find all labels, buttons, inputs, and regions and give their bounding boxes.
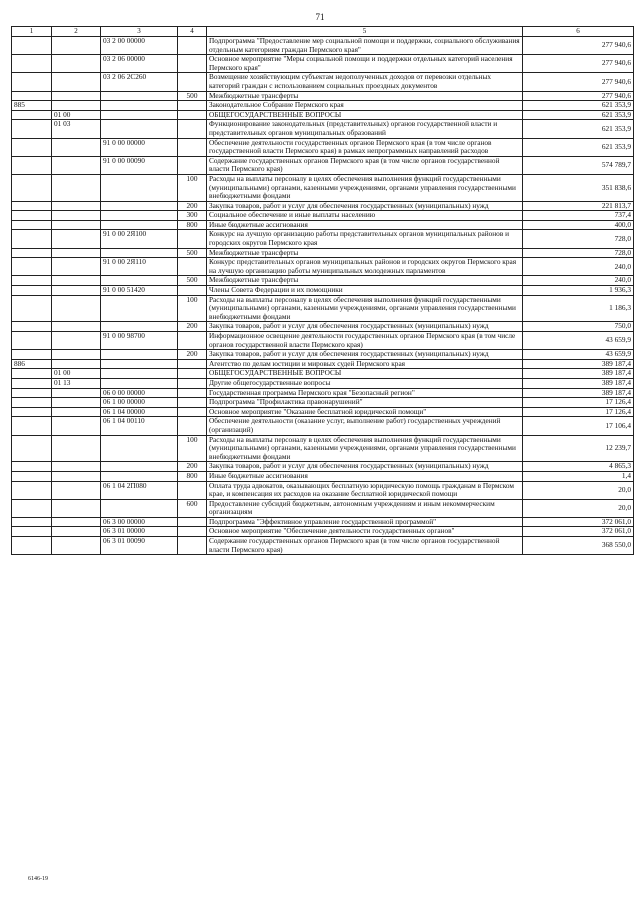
expense-type-cell: [178, 37, 207, 55]
table-row: [12, 120, 634, 138]
target-article-cell: [101, 499, 178, 517]
expense-type-cell: 200: [178, 350, 207, 360]
expense-type-cell: 200: [178, 322, 207, 332]
section-code-cell: [52, 350, 101, 360]
target-article-cell: 06 3 01 00000: [101, 527, 178, 537]
item-name-cell: Основное мероприятие "Оказание бесплатной юридической помощи": [207, 407, 523, 417]
item-name-cell: Расходы на выплаты персоналу в целях обеспечения выполнения функций государственными (муниципальными) органами, казенными учреждениями, органами управления государственными внебюджетными фондами: [207, 295, 523, 322]
target-article-cell: [101, 120, 178, 138]
table-body: [12, 37, 634, 555]
table-row: [12, 332, 634, 350]
section-code-cell: [52, 332, 101, 350]
owner-code-cell: 885: [12, 101, 52, 111]
amount-cell: 728,0: [523, 230, 634, 248]
section-code-cell: [52, 388, 101, 398]
item-name-cell: ОБЩЕГОСУДАРСТВЕННЫЕ ВОПРОСЫ: [207, 369, 523, 379]
column-header-6: 6: [523, 27, 634, 37]
item-name-cell: Содержание государственных органов Пермского края (в том числе органов государственной власти Пермского края): [207, 537, 523, 555]
expense-type-cell: 100: [178, 435, 207, 462]
target-article-cell: 06 3 01 00090: [101, 537, 178, 555]
section-code-cell: [52, 398, 101, 408]
owner-code-cell: [12, 248, 52, 258]
amount-cell: 20,0: [523, 481, 634, 499]
table-row: [12, 211, 634, 221]
target-article-cell: [101, 201, 178, 211]
target-article-cell: 06 3 00 00000: [101, 517, 178, 527]
section-code-cell: [52, 295, 101, 322]
budget-table: [11, 26, 634, 555]
item-name-cell: Закупка товаров, работ и услуг для обеспечения государственных (муниципальных) нужд: [207, 462, 523, 472]
target-article-cell: [101, 211, 178, 221]
expense-type-cell: 300: [178, 211, 207, 221]
owner-code-cell: [12, 435, 52, 462]
expense-type-cell: 800: [178, 220, 207, 230]
target-article-cell: [101, 91, 178, 101]
table-row: [12, 37, 634, 55]
owner-code-cell: [12, 369, 52, 379]
section-code-cell: [52, 258, 101, 276]
item-name-cell: Государственная программа Пермского края "Безопасный регион": [207, 388, 523, 398]
section-code-cell: [52, 37, 101, 55]
section-code-cell: 01 00: [52, 110, 101, 120]
item-name-cell: Подпрограмма "Эффективное управление государственной программой": [207, 517, 523, 527]
expense-type-cell: [178, 417, 207, 435]
section-code-cell: [52, 359, 101, 369]
amount-cell: 750,0: [523, 322, 634, 332]
item-name-cell: Иные бюджетные ассигнования: [207, 220, 523, 230]
owner-code-cell: [12, 73, 52, 91]
item-name-cell: Расходы на выплаты персоналу в целях обеспечения выполнения функций государственными (муниципальными) органами, казенными учреждениями, органами управления государственными внебюджетными фондами: [207, 174, 523, 201]
amount-cell: 728,0: [523, 248, 634, 258]
expense-type-cell: 100: [178, 174, 207, 201]
item-name-cell: Закупка товаров, работ и услуг для обеспечения государственных (муниципальных) нужд: [207, 322, 523, 332]
item-name-cell: Конкурс на лучшую организацию работы представительных органов муниципальных районов и городских округов Пермского края: [207, 230, 523, 248]
table-row: [12, 322, 634, 332]
table-row: [12, 286, 634, 296]
item-name-cell: Межбюджетные трансферты: [207, 276, 523, 286]
target-article-cell: [101, 101, 178, 111]
expense-type-cell: [178, 407, 207, 417]
owner-code-cell: [12, 138, 52, 156]
item-name-cell: Агентство по делам юстиции и мировых судей Пермского края: [207, 359, 523, 369]
amount-cell: 17 106,4: [523, 417, 634, 435]
owner-code-cell: [12, 398, 52, 408]
target-article-cell: 03 2 06 2С260: [101, 73, 178, 91]
target-article-cell: 91 0 00 00000: [101, 138, 178, 156]
expense-type-cell: [178, 332, 207, 350]
amount-cell: 621 353,9: [523, 138, 634, 156]
expense-type-cell: [178, 388, 207, 398]
expense-type-cell: 500: [178, 276, 207, 286]
target-article-cell: 91 0 00 2Я100: [101, 230, 178, 248]
expense-type-cell: 800: [178, 471, 207, 481]
table-header-row: [12, 27, 634, 37]
target-article-cell: 91 0 00 51420: [101, 286, 178, 296]
amount-cell: 1 186,3: [523, 295, 634, 322]
target-article-cell: 06 1 04 00110: [101, 417, 178, 435]
owner-code-cell: [12, 388, 52, 398]
table-row: [12, 174, 634, 201]
target-article-cell: [101, 359, 178, 369]
expense-type-cell: [178, 110, 207, 120]
target-article-cell: [101, 220, 178, 230]
table-row: [12, 110, 634, 120]
owner-code-cell: [12, 417, 52, 435]
amount-cell: 17 126,4: [523, 407, 634, 417]
amount-cell: 621 353,9: [523, 120, 634, 138]
section-code-cell: [52, 517, 101, 527]
expense-type-cell: [178, 101, 207, 111]
target-article-cell: 06 1 04 00000: [101, 407, 178, 417]
section-code-cell: [52, 73, 101, 91]
owner-code-cell: [12, 110, 52, 120]
page-number: 71: [315, 12, 325, 22]
owner-code-cell: [12, 527, 52, 537]
owner-code-cell: [12, 37, 52, 55]
target-article-cell: [101, 110, 178, 120]
amount-cell: 240,0: [523, 276, 634, 286]
expense-type-cell: 600: [178, 499, 207, 517]
expense-type-cell: [178, 517, 207, 527]
section-code-cell: [52, 276, 101, 286]
table-row: [12, 398, 634, 408]
table-row: [12, 156, 634, 174]
section-code-cell: [52, 230, 101, 248]
column-header-3: 3: [101, 27, 178, 37]
section-code-cell: [52, 499, 101, 517]
item-name-cell: Межбюджетные трансферты: [207, 248, 523, 258]
amount-cell: 389 187,4: [523, 369, 634, 379]
item-name-cell: Иные бюджетные ассигнования: [207, 471, 523, 481]
item-name-cell: Основное мероприятие "Обеспечение деятельности государственных органов": [207, 527, 523, 537]
owner-code-cell: [12, 220, 52, 230]
amount-cell: 737,4: [523, 211, 634, 221]
owner-code-cell: [12, 499, 52, 517]
expense-type-cell: [178, 398, 207, 408]
table-row: [12, 517, 634, 527]
target-article-cell: [101, 276, 178, 286]
section-code-cell: 01 00: [52, 369, 101, 379]
table-row: [12, 101, 634, 111]
amount-cell: 1,4: [523, 471, 634, 481]
section-code-cell: [52, 55, 101, 73]
item-name-cell: Конкурс представительных органов муниципальных районов и городских округов Пермского края на лучшую организацию работы муниципальных молодежных парламентов: [207, 258, 523, 276]
owner-code-cell: [12, 295, 52, 322]
expense-type-cell: [178, 138, 207, 156]
target-article-cell: [101, 350, 178, 360]
owner-code-cell: [12, 462, 52, 472]
owner-code-cell: [12, 517, 52, 527]
table-row: [12, 462, 634, 472]
table-row: [12, 378, 634, 388]
expense-type-cell: [178, 537, 207, 555]
amount-cell: 389 187,4: [523, 359, 634, 369]
item-name-cell: Подпрограмма "Предоставление мер социальной помощи и поддержки, социального обслуживания отдельным категориям граждан Пермского края": [207, 37, 523, 55]
table-row: [12, 138, 634, 156]
column-header-4: 4: [178, 27, 207, 37]
amount-cell: 12 239,7: [523, 435, 634, 462]
section-code-cell: [52, 417, 101, 435]
amount-cell: 389 187,4: [523, 378, 634, 388]
target-article-cell: [101, 174, 178, 201]
item-name-cell: Предоставление субсидий бюджетным, автономным учреждениям и иным некоммерческим организациям: [207, 499, 523, 517]
table-row: [12, 388, 634, 398]
expense-type-cell: 200: [178, 462, 207, 472]
section-code-cell: [52, 537, 101, 555]
target-article-cell: [101, 295, 178, 322]
amount-cell: 221 813,7: [523, 201, 634, 211]
item-name-cell: Обеспечение деятельности государственных органов Пермского края (в том числе органов государственной власти Пермского края) в рамках непрограммных направлений расходов: [207, 138, 523, 156]
table-row: [12, 276, 634, 286]
amount-cell: 43 659,9: [523, 332, 634, 350]
section-code-cell: [52, 462, 101, 472]
target-article-cell: 06 1 04 2П080: [101, 481, 178, 499]
target-article-cell: 06 0 00 00000: [101, 388, 178, 398]
item-name-cell: Оплата труда адвокатов, оказывающих бесплатную юридическую помощь гражданам в Пермском крае, и компенсация их расходов на оказание бесплатной юридической помощи: [207, 481, 523, 499]
item-name-cell: Обеспечение деятельности (оказание услуг, выполнение работ) государственных учреждений (организаций): [207, 417, 523, 435]
amount-cell: 368 550,0: [523, 537, 634, 555]
owner-code-cell: [12, 174, 52, 201]
amount-cell: 389 187,4: [523, 388, 634, 398]
item-name-cell: Члены Совета Федерации и их помощники: [207, 286, 523, 296]
expense-type-cell: 200: [178, 201, 207, 211]
section-code-cell: [52, 156, 101, 174]
item-name-cell: Информационное освещение деятельности государственных органов Пермского края (в том числе органов государственной власти Пермского края): [207, 332, 523, 350]
amount-cell: 1 936,3: [523, 286, 634, 296]
amount-cell: 43 659,9: [523, 350, 634, 360]
expense-type-cell: [178, 73, 207, 91]
expense-type-cell: [178, 359, 207, 369]
table-row: [12, 359, 634, 369]
table-row: [12, 527, 634, 537]
owner-code-cell: 886: [12, 359, 52, 369]
table-row: [12, 537, 634, 555]
amount-cell: 240,0: [523, 258, 634, 276]
owner-code-cell: [12, 120, 52, 138]
target-article-cell: 03 2 00 00000: [101, 37, 178, 55]
amount-cell: 20,0: [523, 499, 634, 517]
section-code-cell: [52, 220, 101, 230]
section-code-cell: [52, 322, 101, 332]
expense-type-cell: [178, 55, 207, 73]
amount-cell: 4 865,3: [523, 462, 634, 472]
expense-type-cell: [178, 378, 207, 388]
owner-code-cell: [12, 201, 52, 211]
target-article-cell: [101, 378, 178, 388]
target-article-cell: [101, 462, 178, 472]
owner-code-cell: [12, 286, 52, 296]
owner-code-cell: [12, 481, 52, 499]
target-article-cell: 06 1 00 00000: [101, 398, 178, 408]
expense-type-cell: [178, 369, 207, 379]
expense-type-cell: [178, 120, 207, 138]
section-code-cell: [52, 481, 101, 499]
section-code-cell: [52, 101, 101, 111]
expense-type-cell: [178, 481, 207, 499]
section-code-cell: [52, 407, 101, 417]
item-name-cell: Функционирование законодательных (представительных) органов государственной власти и представительных органов муниципальных образований: [207, 120, 523, 138]
section-code-cell: [52, 211, 101, 221]
section-code-cell: [52, 527, 101, 537]
table-row: [12, 369, 634, 379]
table-row: [12, 407, 634, 417]
expense-type-cell: 500: [178, 248, 207, 258]
owner-code-cell: [12, 332, 52, 350]
table-row: [12, 248, 634, 258]
owner-code-cell: [12, 471, 52, 481]
amount-cell: 574 789,7: [523, 156, 634, 174]
table-row: [12, 481, 634, 499]
table-row: [12, 350, 634, 360]
target-article-cell: 03 2 06 00000: [101, 55, 178, 73]
amount-cell: 372 061,0: [523, 517, 634, 527]
owner-code-cell: [12, 211, 52, 221]
table-row: [12, 201, 634, 211]
owner-code-cell: [12, 55, 52, 73]
expense-type-cell: 100: [178, 295, 207, 322]
amount-cell: 351 838,6: [523, 174, 634, 201]
section-code-cell: 01 13: [52, 378, 101, 388]
target-article-cell: 91 0 00 98700: [101, 332, 178, 350]
item-name-cell: Законодательное Собрание Пермского края: [207, 101, 523, 111]
item-name-cell: Социальное обеспечение и иные выплаты населению: [207, 211, 523, 221]
amount-cell: 277 940,6: [523, 37, 634, 55]
section-code-cell: [52, 138, 101, 156]
expense-type-cell: [178, 230, 207, 248]
table-row: [12, 295, 634, 322]
amount-cell: 277 940,6: [523, 91, 634, 101]
owner-code-cell: [12, 537, 52, 555]
column-header-1: 1: [12, 27, 52, 37]
expense-type-cell: [178, 286, 207, 296]
table-row: [12, 471, 634, 481]
section-code-cell: [52, 248, 101, 258]
expense-type-cell: 500: [178, 91, 207, 101]
section-code-cell: [52, 91, 101, 101]
item-name-cell: Другие общегосударственные вопросы: [207, 378, 523, 388]
owner-code-cell: [12, 156, 52, 174]
table-row: [12, 55, 634, 73]
table-row: [12, 499, 634, 517]
section-code-cell: [52, 174, 101, 201]
target-article-cell: [101, 248, 178, 258]
target-article-cell: [101, 369, 178, 379]
document-code: 6146-19: [28, 876, 48, 882]
item-name-cell: Расходы на выплаты персоналу в целях обеспечения выполнения функций государственными (муниципальными) органами, казенными учреждениями, органами управления государственными внебюджетными фондами: [207, 435, 523, 462]
item-name-cell: Подпрограмма "Профилактика правонарушений": [207, 398, 523, 408]
item-name-cell: Основное мероприятие "Меры социальной помощи и поддержки отдельных категорий населения Пермского края": [207, 55, 523, 73]
owner-code-cell: [12, 91, 52, 101]
column-header-5: 5: [207, 27, 523, 37]
owner-code-cell: [12, 378, 52, 388]
owner-code-cell: [12, 258, 52, 276]
target-article-cell: [101, 471, 178, 481]
section-code-cell: 01 03: [52, 120, 101, 138]
amount-cell: 372 061,0: [523, 527, 634, 537]
expense-type-cell: [178, 527, 207, 537]
owner-code-cell: [12, 350, 52, 360]
target-article-cell: [101, 322, 178, 332]
item-name-cell: Закупка товаров, работ и услуг для обеспечения государственных (муниципальных) нужд: [207, 350, 523, 360]
item-name-cell: Закупка товаров, работ и услуг для обеспечения государственных (муниципальных) нужд: [207, 201, 523, 211]
section-code-cell: [52, 286, 101, 296]
item-name-cell: Содержание государственных органов Пермского края (в том числе органов государственной власти Пермского края): [207, 156, 523, 174]
amount-cell: 621 353,9: [523, 101, 634, 111]
table-row: [12, 91, 634, 101]
table-row: [12, 435, 634, 462]
column-header-2: 2: [52, 27, 101, 37]
amount-cell: 277 940,6: [523, 73, 634, 91]
item-name-cell: ОБЩЕГОСУДАРСТВЕННЫЕ ВОПРОСЫ: [207, 110, 523, 120]
amount-cell: 621 353,9: [523, 110, 634, 120]
table-row: [12, 73, 634, 91]
table-row: [12, 417, 634, 435]
owner-code-cell: [12, 322, 52, 332]
target-article-cell: 91 0 00 2Я110: [101, 258, 178, 276]
item-name-cell: Межбюджетные трансферты: [207, 91, 523, 101]
section-code-cell: [52, 201, 101, 211]
table-row: [12, 230, 634, 248]
target-article-cell: [101, 435, 178, 462]
item-name-cell: Возмещение хозяйствующим субъектам недополученных доходов от перевозки отдельных категорий граждан с использованием социальных проездных документов: [207, 73, 523, 91]
owner-code-cell: [12, 407, 52, 417]
amount-cell: 400,0: [523, 220, 634, 230]
amount-cell: 277 940,6: [523, 55, 634, 73]
expense-type-cell: [178, 156, 207, 174]
table-row: [12, 258, 634, 276]
owner-code-cell: [12, 276, 52, 286]
amount-cell: 17 126,4: [523, 398, 634, 408]
table-row: [12, 220, 634, 230]
section-code-cell: [52, 471, 101, 481]
expense-type-cell: [178, 258, 207, 276]
owner-code-cell: [12, 230, 52, 248]
section-code-cell: [52, 435, 101, 462]
target-article-cell: 91 0 00 00090: [101, 156, 178, 174]
